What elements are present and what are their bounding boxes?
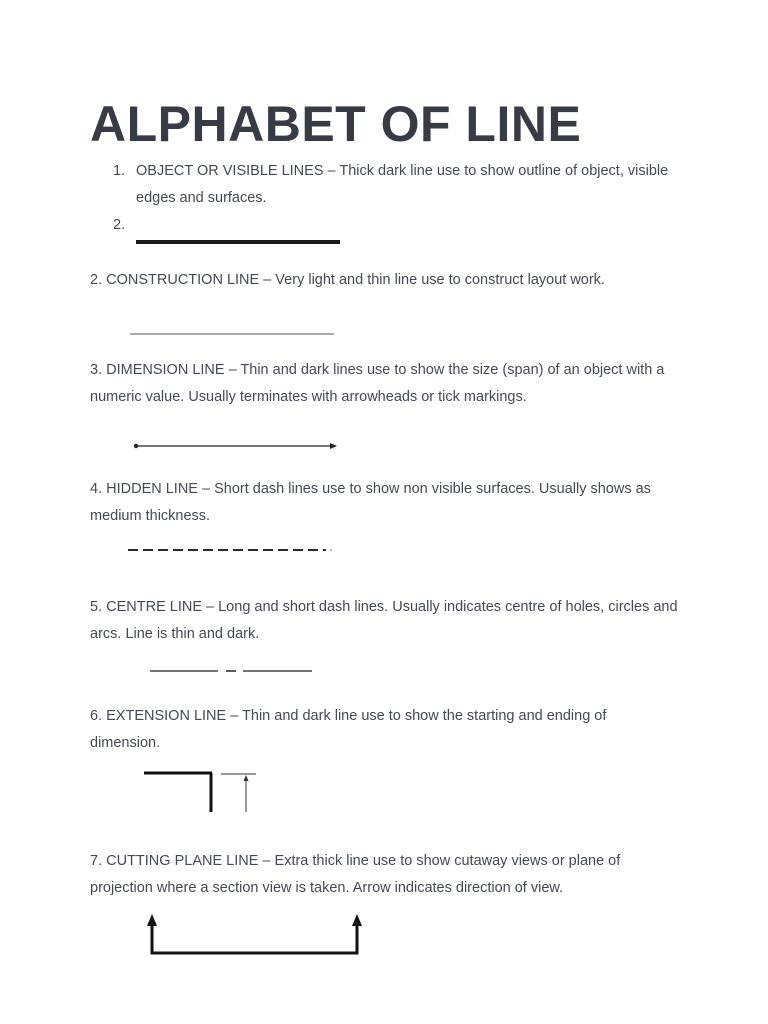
extension-line-sample (144, 773, 256, 812)
extension-line-description: 6. EXTENSION LINE – Thin and dark line use to show the starting and ending of dimension. (90, 708, 607, 751)
dimension-line-description: 3. DIMENSION LINE – Thin and dark lines use to show the size (span) of an object with a numeric value. Usually terminates with arrowheads or tick markings. (90, 362, 665, 405)
cutting-plane-line-sample (147, 914, 362, 953)
page-title: ALPHABET OF LINE (90, 96, 582, 152)
list-item-number: 2. (113, 217, 126, 233)
dimension-line-sample (134, 443, 337, 449)
construction-line-description: 2. CONSTRUCTION LINE – Very light and thin line use to construct layout work. (90, 272, 605, 288)
cutting-plane-line-description: 7. CUTTING PLANE LINE – Extra thick line use to show cutaway views or plane of projection where a section view is taken. Arrow indicates direction of view. (90, 853, 621, 896)
hidden-line-description: 4. HIDDEN LINE – Short dash lines use to show non visible surfaces. Usually shows as medium thickness. (90, 481, 651, 524)
centre-line-description: 5. CENTRE LINE – Long and short dash lines. Usually indicates centre of holes, circles and arcs. Line is thin and dark. (90, 599, 678, 642)
list-item-number: 1. (113, 163, 126, 179)
object-line-description: OBJECT OR VISIBLE LINES – Thick dark line use to show outline of object, visible edges and surfaces. (136, 163, 669, 206)
